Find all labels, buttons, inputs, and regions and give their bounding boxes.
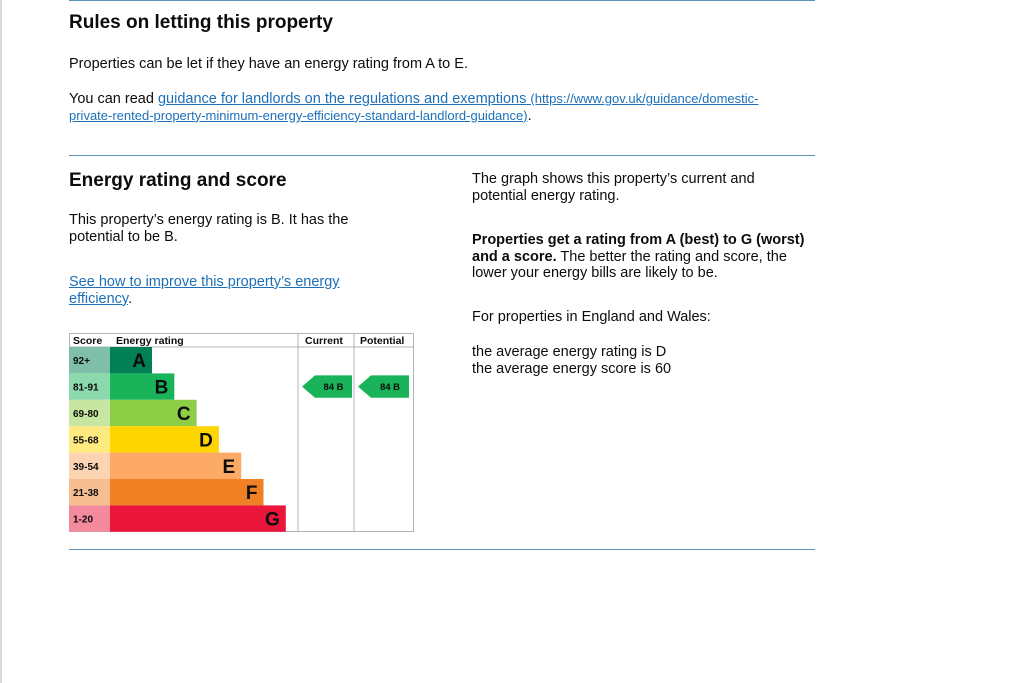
current-rating-label: 84 B [323, 382, 344, 394]
rating-letter-a: A [132, 351, 146, 373]
rating-letter-d: D [199, 430, 213, 452]
rating-letter-g: G [265, 509, 280, 531]
score-range-c: 69-80 [73, 409, 99, 420]
score-range-a: 92+ [73, 356, 90, 368]
top-divider [69, 0, 815, 1]
potential-header: Potential [360, 335, 405, 347]
rating-letter-c: C [176, 404, 191, 425]
graph-description: The graph shows this property’s current and potential energy rating. [472, 171, 755, 204]
rating-explanation: Properties get a rating from A (best) to G (worst) and a score. The better the rating and score, the lower your energy bills are likely to be. [472, 232, 805, 281]
improve-efficiency-link[interactable]: See how to improve this property’s energy efficiency [69, 274, 340, 307]
middle-divider [69, 155, 815, 156]
energy-rating-header: Energy rating [116, 335, 184, 347]
energy-rating-chart [69, 333, 414, 532]
england-wales-label: For properties in England and Wales: [472, 309, 711, 325]
guidance-period: . [527, 107, 532, 124]
page-left-border [0, 0, 2, 683]
rating-letter-f: F [245, 483, 258, 505]
averages [472, 344, 822, 377]
average-score: the average energy score is 60 [472, 360, 672, 377]
score-range-e: 39-54 [73, 461, 99, 473]
current-header: Current [305, 335, 343, 347]
average-rating: the average energy rating is D [472, 344, 667, 360]
read-prefix: You can read [69, 91, 154, 107]
score-header: Score [73, 335, 103, 347]
score-range-d: 55-68 [73, 435, 99, 447]
improve-paragraph: See how to improve this property’s energy efficiency. [69, 274, 340, 307]
rating-bar-f [110, 479, 264, 505]
energy-heading: Energy rating and score [69, 170, 287, 191]
score-range-f: 21-38 [73, 488, 99, 500]
rules-heading: Rules on letting this property [69, 12, 333, 33]
rating-bar-g [110, 505, 286, 531]
guidance-paragraph [69, 91, 829, 124]
energy-summary: This property’s energy rating is B. It has the potential to be B. [69, 212, 349, 245]
potential-rating-label: 84 B [379, 382, 401, 394]
bottom-divider [69, 549, 815, 550]
guidance-link[interactable]: guidance for landlords on the regulations and exemptions (https://www.gov.uk/guidance/domestic- private-rented-property-minimum-energy-efficiency-standard-landlord-guidance) [69, 91, 759, 123]
rating-letter-b: B [154, 377, 169, 399]
score-range-b: 81-91 [73, 382, 99, 394]
rules-text: Properties can be let if they have an energy rating from A to E. [69, 56, 468, 72]
rating-letter-e: E [222, 456, 236, 478]
score-range-g: 1-20 [73, 514, 94, 526]
